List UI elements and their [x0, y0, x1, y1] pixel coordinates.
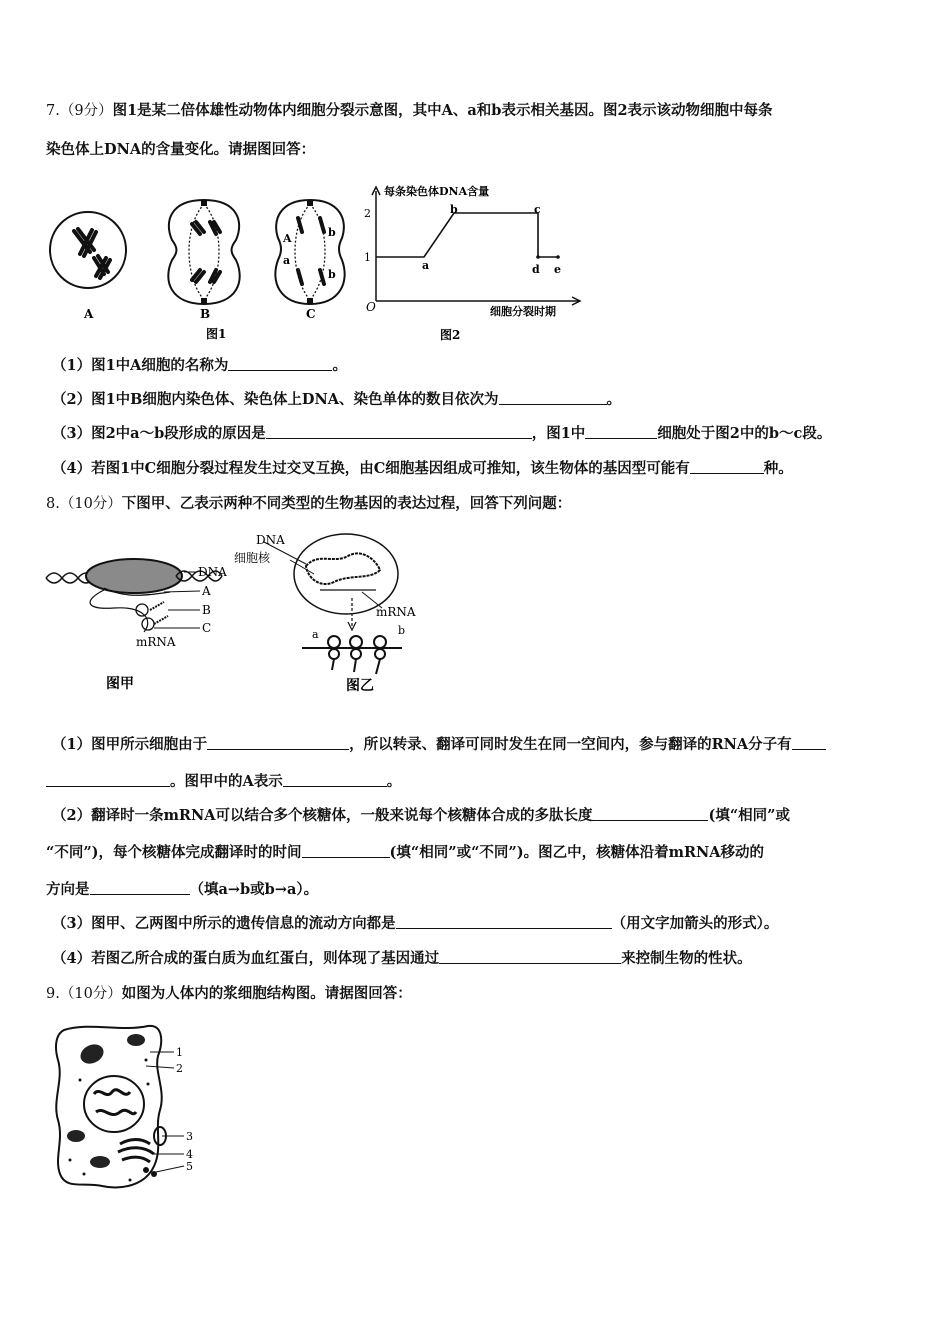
yi-label-nucleus: 细胞核 [234, 551, 271, 565]
cell-label-b: B [200, 307, 211, 321]
x-axis-label: 细胞分裂时期 [490, 305, 556, 318]
nucleus [84, 1076, 144, 1132]
jia-label-mrna: mRNA [136, 635, 176, 649]
q8-sub2-line3 [46, 880, 318, 900]
q7-sub1-text: （1）图1中A细胞的名称为 [52, 357, 229, 374]
figure-1-caption: 图1 [206, 327, 227, 341]
jia-label-a: A [202, 584, 211, 598]
figure-yi-caption: 图乙 [346, 678, 374, 694]
q7-number: 7. [46, 103, 60, 119]
figure-1 [44, 186, 364, 346]
q9-stem [46, 984, 412, 1004]
q9-number: 9. [46, 986, 60, 1002]
y-tick-label-2: 2 [364, 207, 371, 220]
gene-label-b-top: b [328, 226, 336, 239]
cell-label-c: C [306, 307, 316, 321]
q7-stem-line1 [46, 101, 773, 121]
yi-label-a: a [312, 628, 319, 641]
q7-points: （9分） [59, 103, 113, 119]
q8-sub1-text: （1）图甲所示细胞由于 [52, 736, 208, 753]
q8-number: 8. [46, 496, 60, 512]
gene-label-a: a [283, 254, 291, 267]
point-label-a: a [422, 259, 430, 272]
figure-plasma-cell [50, 1020, 200, 1200]
q8-sub2-text: （2）翻译时一条mRNA可以结合多个核糖体，一般来说每个核糖体合成的多肽长度 [52, 807, 593, 824]
yi-label-dna: DNA [256, 533, 285, 547]
cell-c-diagram [275, 200, 344, 304]
q8-sub1-text2: 。图甲中的A表示 [170, 773, 283, 790]
q7-sub4 [52, 459, 793, 479]
q7-sub2-end: 。 [606, 391, 622, 408]
q8-sub2-line1 [52, 806, 790, 826]
q8-sub4-text: （4）若图乙所合成的蛋白质为血红蛋白，则体现了基因通过 [52, 950, 440, 967]
point-marker-d [536, 255, 540, 259]
y-axis-label: 每条染色体DNA含量 [384, 185, 490, 198]
q8-sub1-line1 [52, 735, 826, 755]
q7-sub3-text: （3）图2中a～b段形成的原因是 [52, 425, 266, 442]
point-label-e: e [554, 263, 561, 276]
cell-label-5: 5 [186, 1160, 193, 1173]
q7-sub3-answer-blank-1[interactable] [266, 424, 532, 439]
figure-jia-caption: 图甲 [106, 676, 134, 692]
q8-stem-text: 下图甲、乙表示两种不同类型的生物基因的表达过程，回答下列问题： [121, 495, 572, 512]
q7-sub2 [52, 390, 621, 410]
cell-label-3: 3 [186, 1130, 193, 1143]
point-label-b: b [450, 203, 458, 216]
q9-stem-text: 如图为人体内的浆细胞结构图。请据图回答： [121, 985, 412, 1002]
jia-label-c: C [202, 621, 212, 635]
q8-sub3-hint: （用文字加箭头的形式）。 [611, 915, 779, 932]
q8-sub2-text4: 方向是 [46, 881, 90, 898]
q8-sub4 [52, 949, 752, 969]
q9-points: （10分） [59, 986, 122, 1002]
q7-sub1-answer-blank[interactable] [228, 356, 332, 371]
q7-stem-line2: 染色体上DNA的含量变化。请据图回答： [46, 141, 316, 158]
q8-sub2-text2: “不同”)，每个核糖体完成翻译时的时间 [46, 844, 302, 861]
q8-sub2-hint2: （填a→b或b→a）。 [189, 881, 319, 898]
figure-2-caption: 图2 [440, 328, 461, 342]
q7-sub3-mid: ，图1中 [531, 425, 586, 442]
jia-label-dna: DNA [198, 565, 227, 579]
origin-label: O [366, 300, 376, 314]
cell-label-1: 1 [176, 1046, 183, 1059]
q8-sub2-text3: (填“相同”或“不同”)。图乙中，核糖体沿着mRNA移动的 [389, 844, 765, 861]
cell-a-diagram [50, 212, 126, 288]
q7-sub3-end: 细胞处于图2中的b～c段。 [657, 425, 832, 442]
q7-sub1-end: 。 [332, 357, 347, 374]
q7-sub3 [52, 424, 831, 444]
q8-sub2-answer-blank-1[interactable] [592, 806, 708, 821]
q8-sub1-line2 [46, 772, 401, 792]
q7-stem-text: 图1是某二倍体雄性动物体内细胞分裂示意图，其中A、a和b表示相关基因。图2表示该动物细胞中每条 [112, 102, 773, 119]
q8-sub1-answer-blank-3[interactable] [283, 772, 387, 787]
q8-sub1-answer-blank-2b[interactable] [46, 772, 170, 787]
cell-label-a: A [84, 307, 94, 321]
gene-label-b-bottom: b [328, 268, 336, 281]
q8-sub2-line2 [46, 843, 764, 863]
q7-sub2-text: （2）图1中B细胞内染色体、染色体上DNA、染色单体的数目依次为 [52, 391, 499, 408]
q7-sub1 [52, 356, 347, 376]
q8-sub1-mid: ，所以转录、翻译可同时发生在同一空间内，参与翻译的RNA分子有 [349, 736, 792, 753]
q7-sub2-answer-blank[interactable] [499, 390, 607, 405]
q7-sub4-end: 种。 [763, 460, 793, 477]
jia-label-b: B [202, 603, 211, 617]
q8-sub4-end: 来控制生物的性状。 [621, 950, 752, 967]
q8-sub3-text: （3）图甲、乙两图中所示的遗传信息的流动方向都是 [52, 915, 396, 932]
figure-jia [44, 540, 234, 700]
q8-sub2-answer-blank-3[interactable] [90, 880, 190, 895]
y-tick-label-1: 1 [364, 251, 371, 264]
point-label-c: c [534, 203, 541, 216]
point-marker-e [556, 255, 560, 259]
q8-sub1-end: 。 [386, 773, 402, 790]
rna-polymerase-shape [86, 559, 182, 593]
cell-label-4: 4 [186, 1148, 193, 1161]
figure-yi [230, 530, 430, 700]
yi-label-b: b [398, 624, 406, 637]
q7-sub4-answer-blank[interactable] [690, 459, 764, 474]
q8-sub1-answer-blank-2a[interactable] [792, 735, 826, 750]
point-label-d: d [532, 263, 540, 276]
q8-stem [46, 494, 571, 514]
cell-b-diagram [168, 200, 239, 304]
q8-sub2-answer-blank-2[interactable] [302, 843, 390, 858]
q8-points: （10分） [59, 496, 122, 512]
q8-sub4-answer-blank[interactable] [439, 949, 621, 964]
gene-label-A: A [283, 232, 292, 245]
q8-sub3 [52, 914, 778, 934]
dna-content-line [376, 213, 558, 257]
q7-sub3-answer-blank-2[interactable] [585, 424, 657, 439]
q7-sub4-text: （4）若图1中C细胞分裂过程发生过交叉互换，由C细胞基因组成可推知，该生物体的基因型可能有 [52, 460, 690, 477]
figure-2-chart [362, 183, 592, 343]
q8-sub2-hint: (填“相同”或 [708, 807, 791, 824]
q8-sub3-answer-blank[interactable] [396, 914, 612, 929]
cell-label-2: 2 [176, 1062, 183, 1075]
yi-label-mrna: mRNA [376, 605, 416, 619]
q8-sub1-answer-blank-1[interactable] [207, 735, 349, 750]
